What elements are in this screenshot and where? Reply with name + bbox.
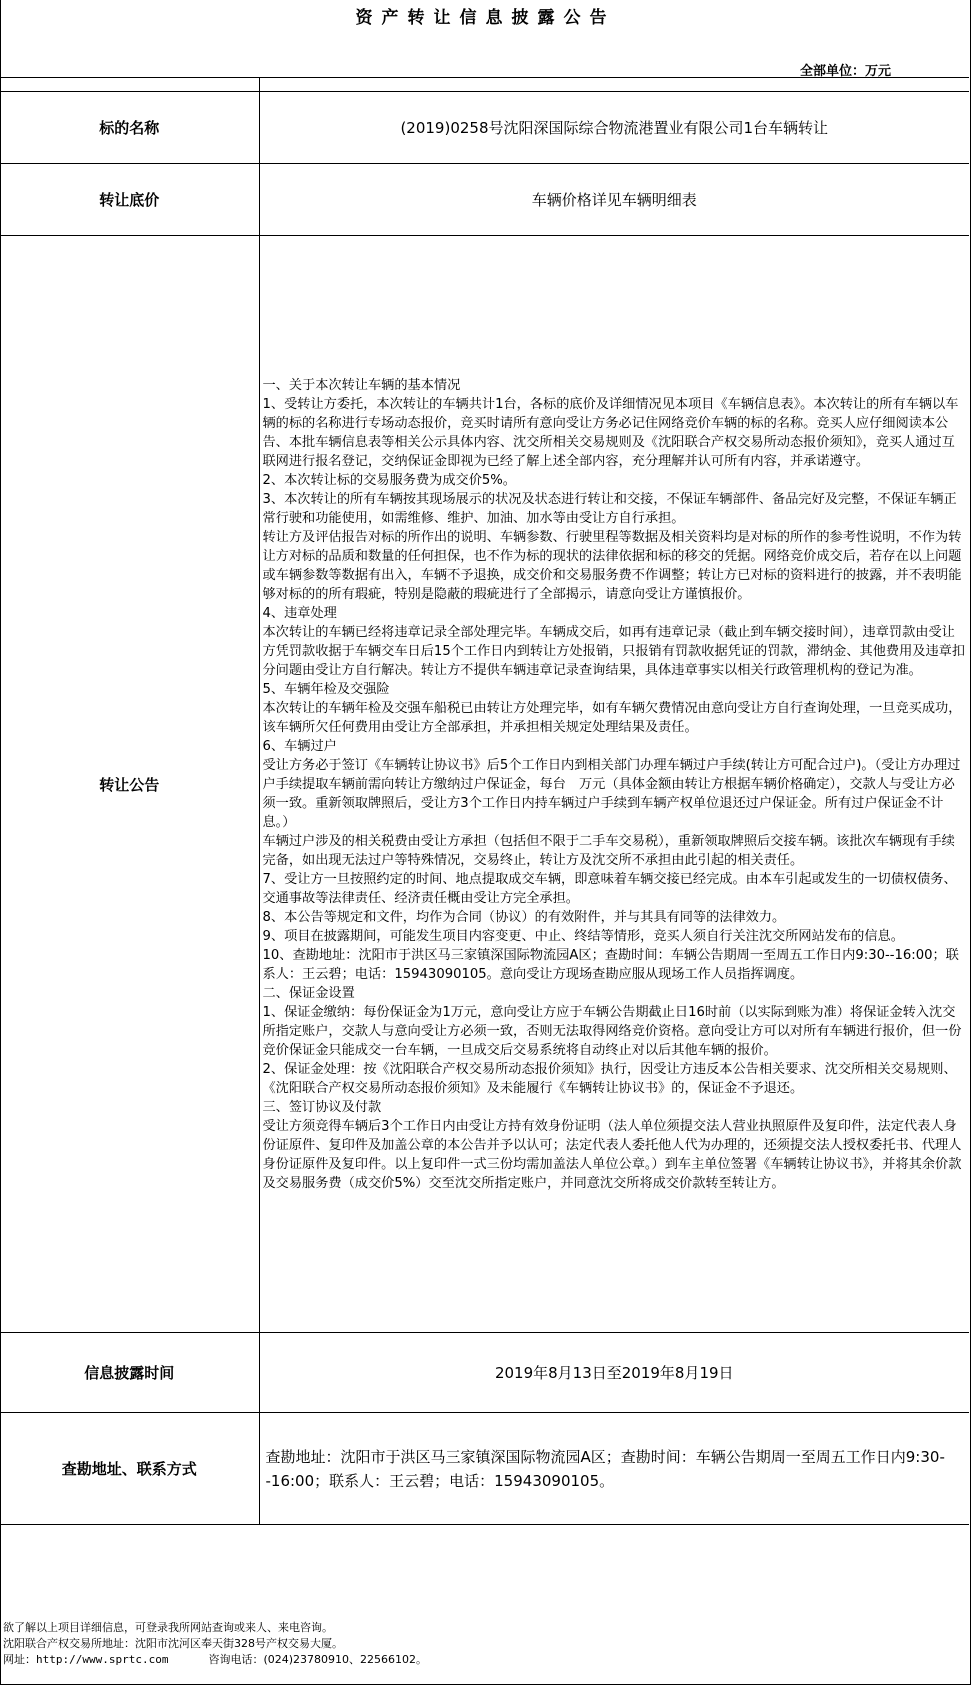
notice-paragraph: 本次转让的车辆年检及交强车船税已由转让方处理完毕，如有车辆欠费情况由意向受让方自行查询处理，一旦竞买成功，该车辆所欠任何费用由受让方全部承担，并承担相关规定处理结果及责任。 xyxy=(262,700,962,735)
row-subject-name xyxy=(0,92,969,164)
reserve-price-value: 车辆价格详见车辆明细表 xyxy=(259,164,969,236)
row-disclosure-time xyxy=(0,1333,969,1413)
notice-paragraph: 1、保证金缴纳：每份保证金为1万元，意向受让方应于车辆公告期截止日16时前（以实际到账为准）将保证金转入沈交所指定账户，交款人与意向受让方必须一致，否则无法取得网络竞价资格。意向受让方可以对所有车辆进行报价，但一份竞价保证金只能成交一台车辆，一旦成交后交易系统将自动终止对以后其他车辆的报价。 xyxy=(262,1004,962,1058)
notice-paragraph: 受让方务必于签订《车辆转让协议书》后5个工作日内到相关部门办理车辆过户手续(转让方可配合过户)。（受让方办理过户手续提取车辆前需向转让方缴纳过户保证金，每台 万元（具体金额由转让方根据车辆价格确定），交款人与受让方必须一致。重新领取牌照后，受让方3个工作日内持车辆过户手续到车辆产权单位退还过户保证金。所有过户保证金不计息。） xyxy=(262,757,961,830)
notice-paragraph: 二、保证金设置 xyxy=(262,985,355,1001)
unit-note: 全部单位：万元 xyxy=(800,64,892,79)
subject-name-value: (2019)0258号沈阳深国际综合物流港置业有限公司1台车辆转让 xyxy=(259,92,969,164)
notice-paragraph: 本次转让的车辆已经将违章记录全部处理完毕。车辆成交后，如再有违章记录（截止到车辆交接时间），违章罚款由受让方凭罚款收据于车辆交车日后15个工作日内到转让方处报销，只报销有罚款收据凭证的罚款，滞纳金、其他费用及违章扣分问题由受让方自行解决。转让方不提供车辆违章记录查询结果，具体违章事实以相关行政管理机构的登记为准。 xyxy=(262,624,966,678)
notice-paragraph: 一、关于本次转让车辆的基本情况 xyxy=(262,377,461,393)
notice-paragraph: 受让方须竞得车辆后3个工作日内由受让方持有效身份证明（法人单位须提交法人营业执照原件及复印件，法定代表人身份证原件、复印件及加盖公章的本公告并予以认可；法定代表人委托他人代为办理的，还须提交法人授权委托书、代理人身份证原件及复印件。以上复印件一式三份均需加盖法人单位公章。）到车主单位签署《车辆转让协议书》，并将其余价款及交易服务费（成交价5%）交至沈交所指定账户，并同意沈交所将成交价款转至转让方。 xyxy=(262,1118,962,1191)
reserve-price-label: 转让底价 xyxy=(0,164,259,236)
disclosure-time-label: 信息披露时间 xyxy=(0,1333,259,1413)
notice-paragraph: 9、项目在披露期间，可能发生项目内容变更、中止、终结等情形，竞买人须自行关注沈交所网站发布的信息。 xyxy=(262,928,904,944)
disclosure-time-value: 2019年8月13日至2019年8月19日 xyxy=(259,1333,969,1413)
contact-value: 查勘地址：沈阳市于洪区马三家镇深国际物流园A区；查勘时间：车辆公告期周一至周五工作日内9:30--16:00；联系人：王云碧；电话：15943090105。 xyxy=(259,1413,969,1525)
notice-paragraph: 1、受转让方委托，本次转让的车辆共计1台，各标的底价及详细情况见本项目《车辆信息表》。本次转让的所有车辆以车辆的标的名称进行专场动态报价，竞买时请所有意向受让方务必记住网络竞价车辆的标的名称。竞买人应仔细阅读本公告、本批车辆信息表等相关公示具体内容、沈交所相关交易规则及《沈阳联合产权交易所动态报价须知》，竞买人通过互联网进行报名登记，交纳保证金即视为已经了解上述全部内容，充分理解并认可所有内容，并承诺遵守。 xyxy=(262,396,959,469)
header-spacer-row xyxy=(0,78,969,92)
notice-paragraph: 2、本次转让标的交易服务费为成交价5%。 xyxy=(262,472,516,488)
website-link[interactable]: 网址：http://www.sprtc.com xyxy=(3,1653,169,1666)
footer xyxy=(3,1620,427,1668)
spacer-cell xyxy=(0,78,259,92)
footer-line-info: 欲了解以上项目详细信息，可登录我所网站查询或来人、来电咨询。 xyxy=(3,1621,333,1634)
notice-paragraph: 5、车辆年检及交强险 xyxy=(262,681,390,697)
notice-paragraph: 7、受让方一旦按照约定的时间、地点提取成交车辆，即意味着车辆交接已经完成。由本车引起或发生的一切债权债务、交通事故等法律责任、经济责任概由受让方完全承担。 xyxy=(262,871,957,906)
notice-paragraph: 4、违章处理 xyxy=(262,605,337,621)
consult-phone: 咨询电话：(024)23780910、22566102。 xyxy=(208,1653,428,1666)
transfer-notice-label: 转让公告 xyxy=(0,236,259,1333)
contact-label: 查勘地址、联系方式 xyxy=(0,1413,259,1525)
subject-name-label: 标的名称 xyxy=(0,92,259,164)
notice-paragraph: 6、车辆过户 xyxy=(262,738,337,754)
row-transfer-notice xyxy=(0,236,969,1333)
notice-paragraph: 8、本公告等规定和文件，均作为合同（协议）的有效附件，并与其具有同等的法律效力。 xyxy=(262,909,786,925)
page-title: 资产转让信息披露公告 xyxy=(355,8,616,28)
transfer-notice-body xyxy=(259,236,969,1333)
row-contact xyxy=(0,1413,969,1525)
notice-paragraph: 三、签订协议及付款 xyxy=(262,1099,382,1115)
notice-paragraph: 转让方及评估报告对标的所作出的说明、车辆参数、行驶里程等数据及相关资料均是对标的所作的参考性说明，不作为转让方对标的品质和数量的任何担保，也不作为标的现状的法律依据和标的移交的凭据。网络竞价成交后，若存在以上问题或车辆参数等数据有出入，车辆不予退换，成交价和交易服务费不作调整；转让方已对标的资料进行的披露，并不表明能够对标的的所有瑕疵，特别是隐蔽的瑕疵进行了全部揭示，请意向受让方谨慎报价。 xyxy=(262,529,962,602)
notice-paragraph: 2、保证金处理：按《沈阳联合产权交易所动态报价须知》执行，因受让方违反本公告相关要求、沈交所相关交易规则、《沈阳联合产权交易所动态报价须知》及未能履行《车辆转让协议书》的，保证金不予退还。 xyxy=(262,1061,957,1096)
notice-paragraph: 3、本次转让的所有车辆按其现场展示的状况及状态进行转让和交接，不保证车辆部件、备品完好及完整，不保证车辆正常行驶和功能使用，如需维修、维护、加油、加水等由受让方自行承担。 xyxy=(262,491,957,526)
notice-paragraph: 10、查勘地址：沈阳市于洪区马三家镇深国际物流园A区；查勘时间：车辆公告期周一至周五工作日内9:30--16:00；联系人：王云碧；电话：15943090105。意向受让方现场查勘应服从现场工作人员指挥调度。 xyxy=(262,947,959,982)
row-reserve-price xyxy=(0,164,969,236)
info-table xyxy=(0,77,969,1525)
footer-line-address: 沈阳联合产权交易所地址：沈阳市沈河区奉天街328号产权交易大厦。 xyxy=(3,1637,343,1650)
footer-line-contact xyxy=(3,1652,427,1668)
spacer-cell xyxy=(259,78,969,92)
notice-paragraph: 车辆过户涉及的相关税费由受让方承担（包括但不限于二手车交易税），重新领取牌照后交接车辆。该批次车辆现有手续完备，如出现无法过户等特殊情况，交易终止，转让方及沈交所不承担由此引起的相关责任。 xyxy=(262,833,955,868)
